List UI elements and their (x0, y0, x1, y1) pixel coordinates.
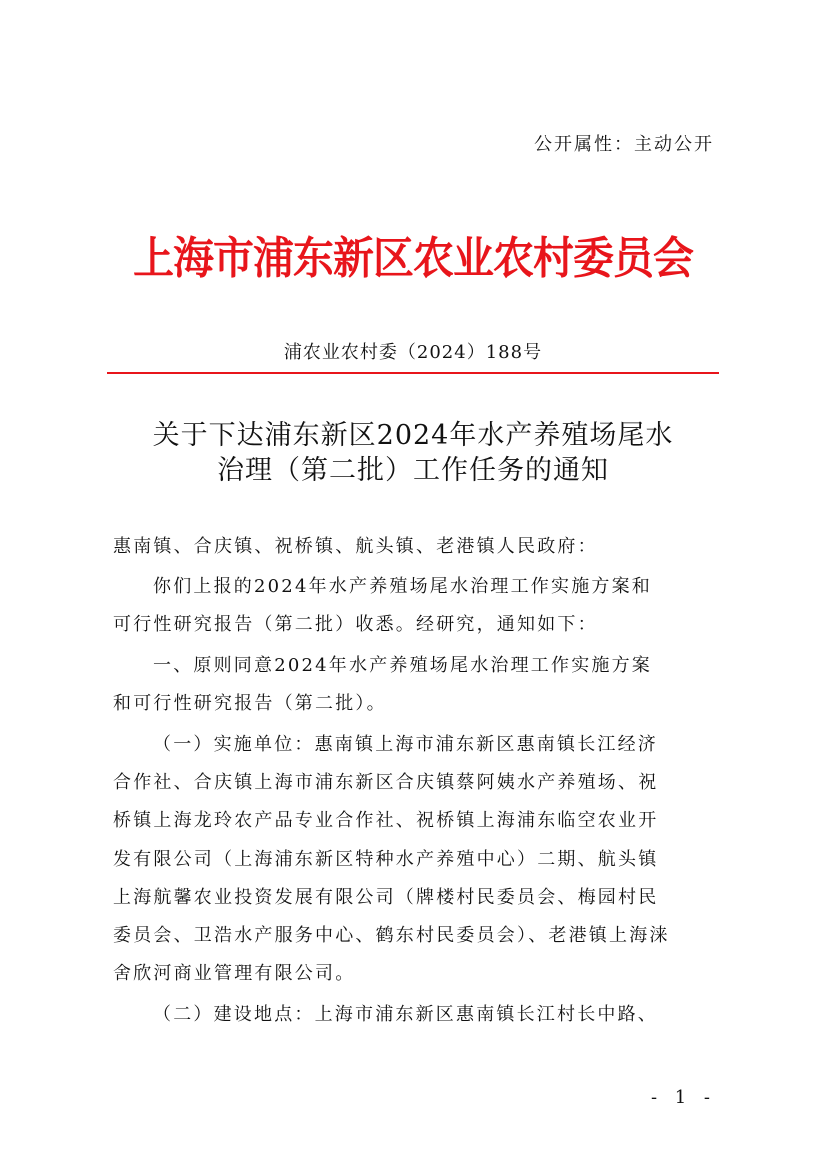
salutation: 惠南镇、合庆镇、祝桥镇、航头镇、老港镇人民政府： (113, 536, 598, 557)
paragraph-3-line-1: （一）实施单位：惠南镇上海市浦东新区惠南镇长江经济 (153, 734, 658, 755)
issuing-organization-title: 上海市浦东新区农业农村委员会 (133, 233, 693, 284)
paragraph-2-line-1: 一、原则同意2024年水产养殖场尾水治理工作实施方案 (153, 655, 653, 676)
document-number: 浦农业农村委（2024）188号 (283, 342, 543, 363)
red-divider-line (107, 372, 719, 374)
subject-line-2: 治理（第二批）工作任务的通知 (217, 455, 609, 486)
page-number: - 1 - (650, 1087, 716, 1108)
paragraph-3-line-7: 舍欣河商业管理有限公司。 (113, 963, 356, 984)
paragraph-3-line-2: 合作社、合庆镇上海市浦东新区合庆镇蔡阿姨水产养殖场、祝 (113, 772, 659, 793)
paragraph-3-line-3: 桥镇上海龙玲农产品专业合作社、祝桥镇上海浦东临空农业开 (113, 810, 659, 831)
paragraph-2-line-2: 和可行性研究报告（第二批）。 (113, 693, 387, 714)
paragraph-1-line-2: 可行性研究报告（第二批）收悉。经研究，通知如下： (113, 614, 598, 635)
paragraph-1-line-1: 你们上报的2024年水产养殖场尾水治理工作实施方案和 (153, 576, 653, 597)
subject-line-1: 关于下达浦东新区2024年水产养殖场尾水 (152, 420, 674, 451)
paragraph-3-line-4: 发有限公司（上海浦东新区特种水产养殖中心）二期、航头镇 (113, 849, 659, 870)
paragraph-4-line-1: （二）建设地点：上海市浦东新区惠南镇长江村长中路、 (153, 1004, 658, 1025)
paragraph-3-line-6: 委员会、卫浩水产服务中心、鹤东村民委员会）、老港镇上海涞 (113, 925, 670, 946)
disclosure-attribute: 公开属性：主动公开 (534, 134, 714, 155)
paragraph-3-line-5: 上海航馨农业投资发展有限公司（牌楼村民委员会、梅园村民 (113, 887, 659, 908)
